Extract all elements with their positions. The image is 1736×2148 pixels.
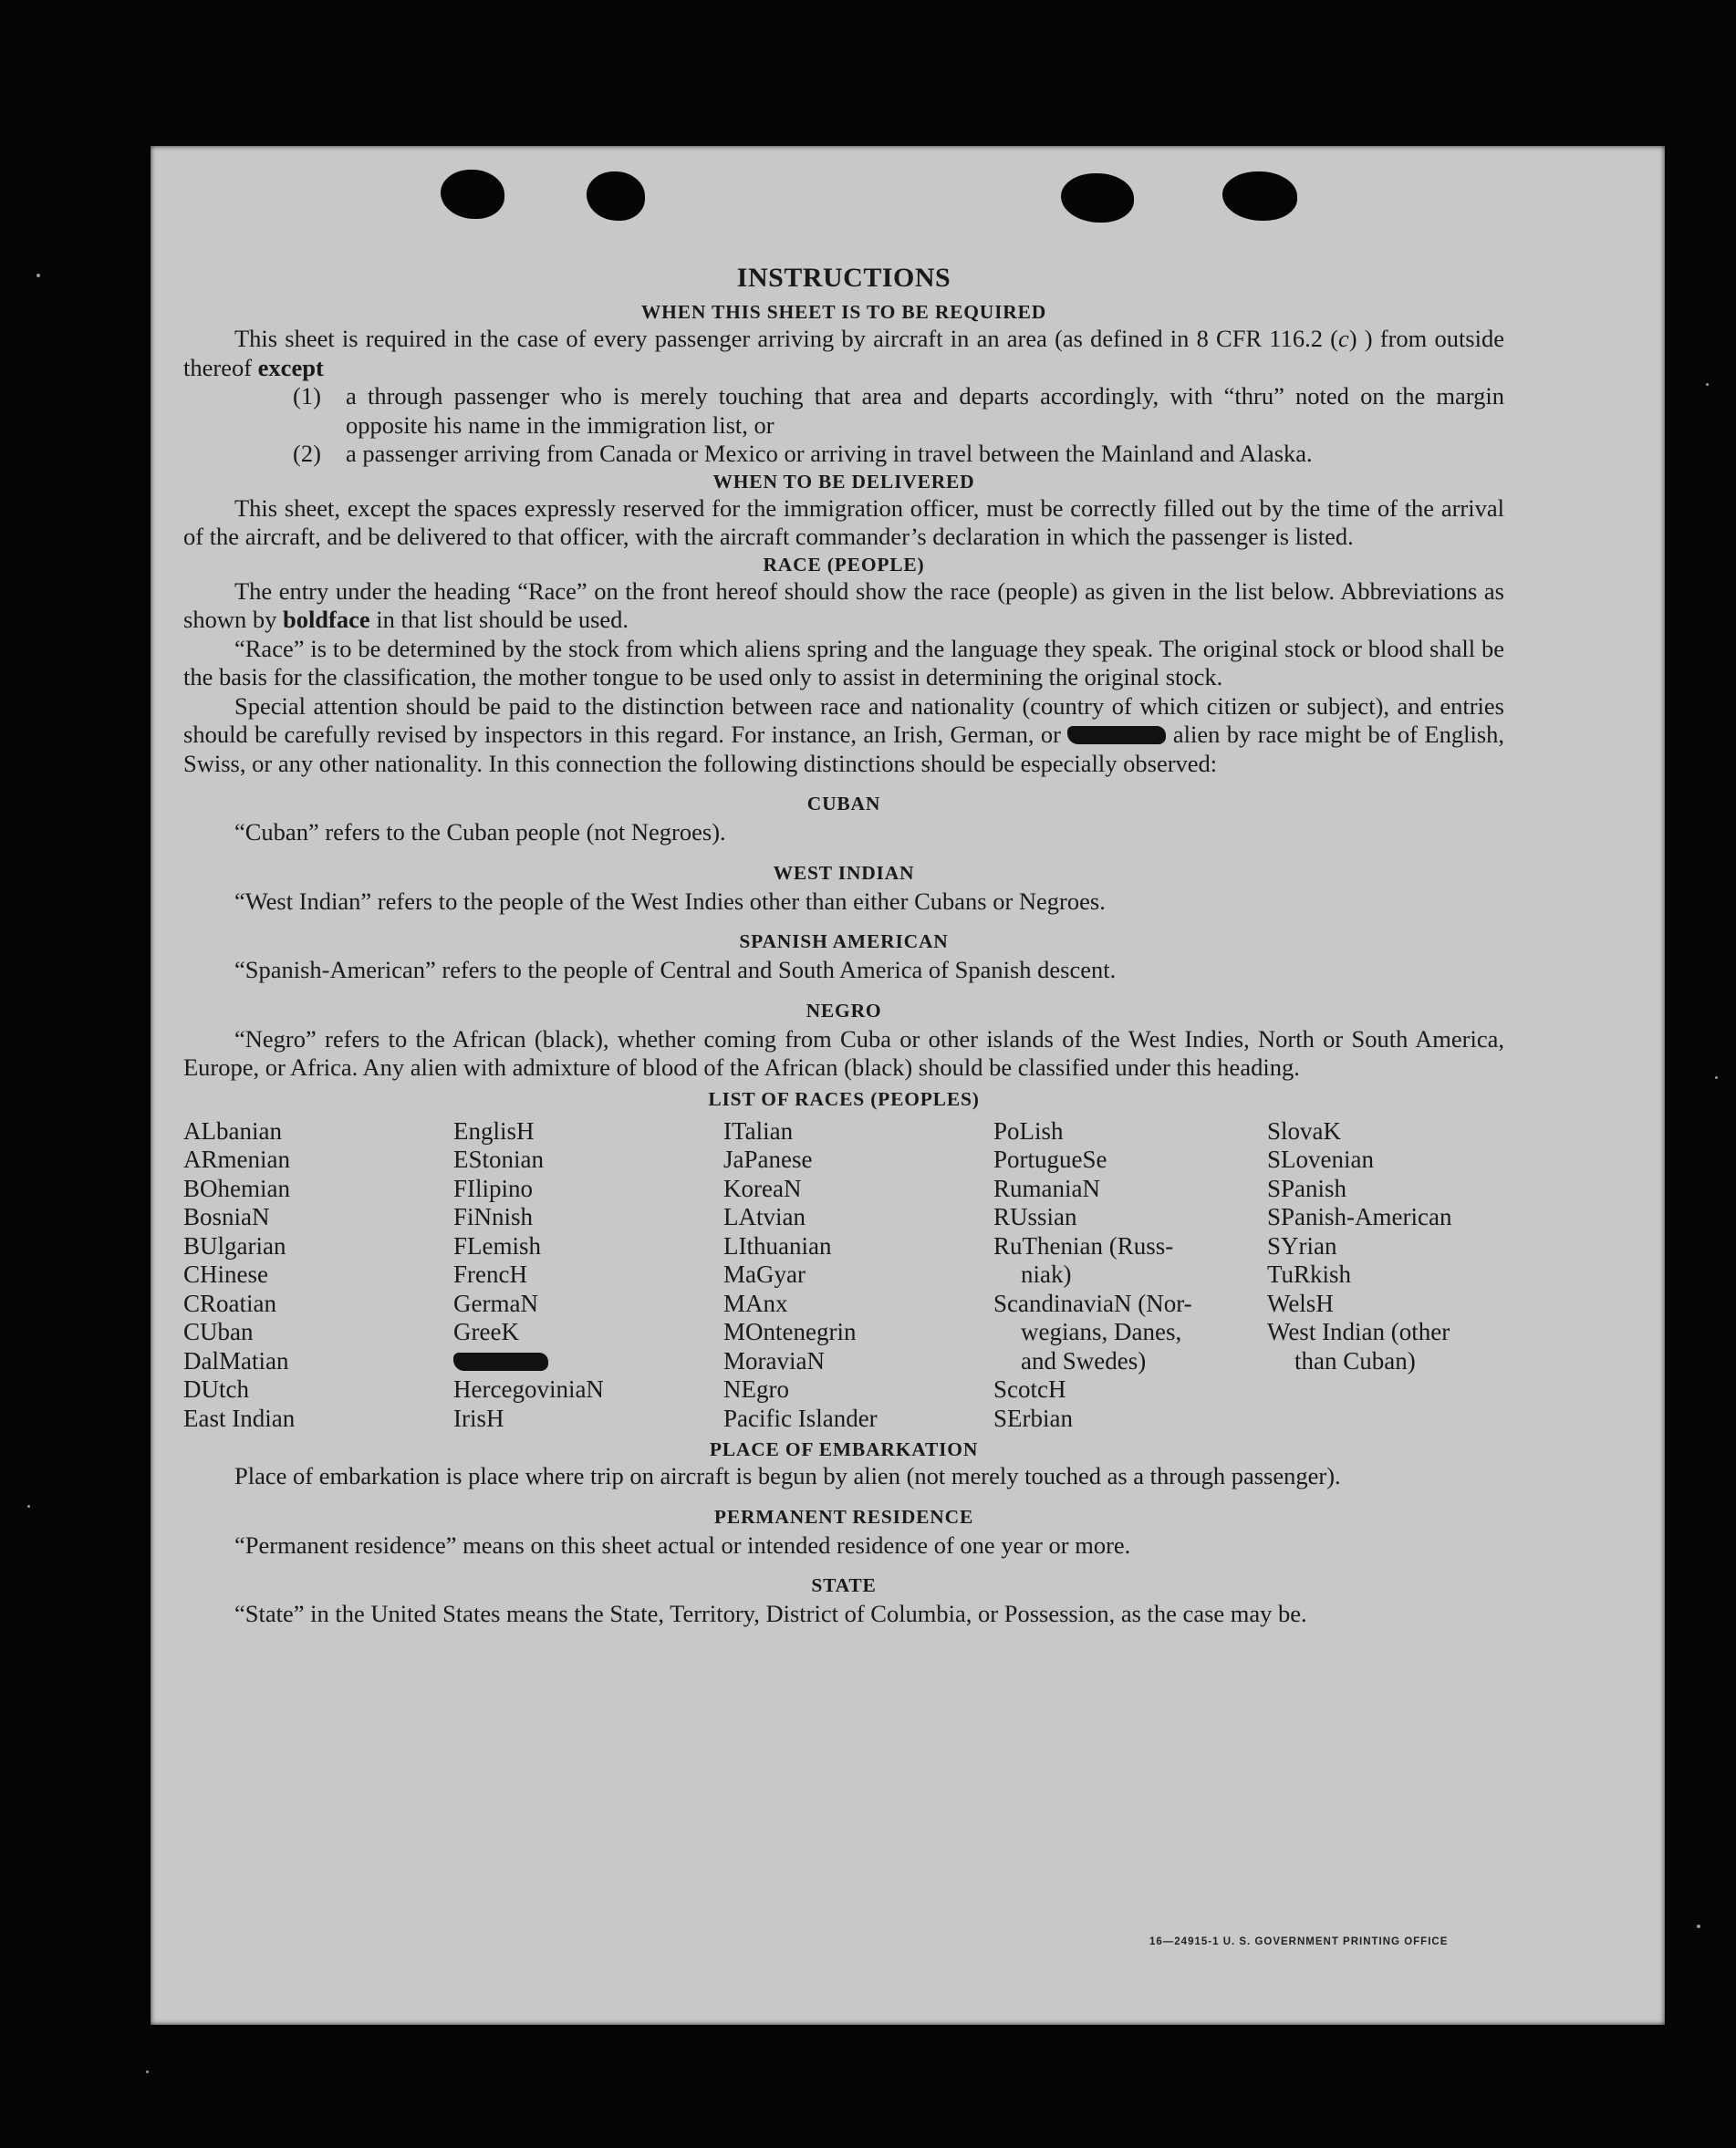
race-entry: BUlgarian (183, 1231, 286, 1260)
race-entry: BOhemian (183, 1174, 290, 1202)
race-entry: niak) (1021, 1261, 1072, 1288)
race-entry: FLemish (453, 1231, 542, 1260)
race-entry: CUban (183, 1318, 254, 1345)
races-column (1267, 1117, 1504, 1434)
race-entry: RumaniaN (993, 1174, 1100, 1202)
race-entry: GreeK (453, 1318, 519, 1345)
race-paragraph: The entry under the heading “Race” on the front hereof should show the race (people) as given in the list below. Abbreviations as shown by boldface in that list should be used. (183, 576, 1504, 633)
race-entry: IrisH (453, 1404, 504, 1432)
race-entry: ScotcH (993, 1375, 1066, 1403)
spanish-american-text: “Spanish-American” refers to the people of Central and South America of Spanish descent. (234, 956, 1117, 983)
race-entry: MoraviaN (723, 1346, 825, 1375)
race-entry: RuThenian (Russ- (993, 1231, 1174, 1260)
document-title: INSTRUCTIONS (736, 263, 951, 293)
race-entry: than Cuban) (1294, 1346, 1416, 1375)
race-entry: FIlipino (453, 1174, 534, 1202)
punch-hole (441, 170, 504, 219)
race-entry: ScandinaviaN (Nor- (993, 1289, 1192, 1317)
race-entry: ARmenian (183, 1146, 290, 1173)
exception-item: (1) a through passenger who is merely touching that area and departs accordingly, with “thru” noted on the margin opposite his name in the immigration list, or (293, 382, 1504, 439)
race-entry: MaGyar (723, 1261, 806, 1288)
race-entry: LIthuanian (723, 1231, 832, 1260)
residence-text: “Permanent residence” means on this sheet actual or intended residence of one year or more. (234, 1531, 1131, 1559)
document-page (151, 146, 1665, 2025)
race-entry: West Indian (other (1267, 1318, 1450, 1345)
west-indian-text: “West Indian” refers to the people of the West Indies other than either Cubans or Negroes. (234, 887, 1106, 915)
negro-text: “Negro” refers to the African (black), whether coming from Cuba or other islands of the West Indies, North or South America, Europe, or Africa. Any alien with admixture of blood of the African (black) should be classified under this heading. (183, 1024, 1504, 1081)
race-entry: CHinese (183, 1261, 268, 1288)
race-entry: PoLish (993, 1116, 1064, 1145)
heading-cuban: CUBAN (806, 793, 881, 815)
race-entry: FrencH (453, 1261, 527, 1288)
race-entry: Pacific Islander (723, 1404, 878, 1432)
race-entry: SlovaK (1267, 1116, 1341, 1145)
redaction-mark (453, 1353, 548, 1371)
race-entry: ALbanian (183, 1116, 282, 1145)
races-column (993, 1117, 1267, 1434)
race-entry: NEgro (723, 1375, 789, 1403)
heading-state: STATE (811, 1574, 877, 1596)
embarkation-text: Place of embarkation is place where trip on aircraft is begun by alien (not merely touched as a through passenger). (234, 1462, 1341, 1489)
races-column (453, 1117, 723, 1434)
races-column (723, 1117, 993, 1434)
race-entry: WelsH (1267, 1289, 1334, 1317)
race-entry: HercegoviniaN (453, 1375, 604, 1403)
heading-permanent-residence: PERMANENT RESIDENCE (713, 1505, 974, 1528)
race-entry: SErbian (993, 1404, 1073, 1432)
heading-when-delivered: WHEN TO BE DELIVERED (712, 470, 975, 493)
races-list (183, 1117, 1504, 1434)
race-entry: MAnx (723, 1289, 788, 1317)
printing-office-code: 16—24915-1 U. S. GOVERNMENT PRINTING OFFICE (1149, 1936, 1449, 1947)
race-entry: TuRkish (1267, 1261, 1352, 1288)
race-entry: FiNnish (453, 1203, 534, 1230)
race-entry: DUtch (183, 1375, 249, 1403)
race-entry: JaPanese (723, 1146, 813, 1173)
heading-embarkation: PLACE OF EMBARKATION (709, 1438, 979, 1460)
race-entry: SYrian (1267, 1231, 1337, 1260)
race-entry: and Swedes) (1021, 1346, 1147, 1375)
race-entry: wegians, Danes, (1021, 1318, 1182, 1345)
race-entry: KoreaN (723, 1174, 802, 1202)
race-entry: EnglisH (453, 1116, 535, 1145)
heading-negro: NEGRO (806, 999, 882, 1022)
race-entry: ITalian (723, 1116, 794, 1145)
race-entry: SPanish (1267, 1174, 1347, 1202)
race-entry: LAtvian (723, 1203, 806, 1230)
punch-hole (587, 171, 645, 221)
delivered-text: This sheet, except the spaces expressly reserved for the immigration officer, must be correctly filled out by the time of the arrival of the aircraft, and be delivered to that officer, with the aircraft commander’s declaration in which the passenger is listed. (183, 493, 1504, 550)
race-entry: SPanish-American (1267, 1203, 1452, 1230)
heading-west-indian: WEST INDIAN (773, 861, 915, 884)
heading-race: RACE (PEOPLE) (763, 553, 925, 576)
race-entry: BosniaN (183, 1203, 270, 1230)
race-paragraph: “Race” is to be determined by the stock from which aliens spring and the language they speak. The original stock or blood shall be the basis for the classification, the mother tongue to be used only to assist in determining the original stock. (183, 634, 1504, 690)
heading-spanish-american: SPANISH AMERICAN (739, 930, 949, 952)
exception-item: (2) a passenger arriving from Canada or Mexico or arriving in travel between the Mainland and Alaska. (293, 440, 1313, 467)
race-entry: CRoatian (183, 1289, 276, 1317)
race-entry: East Indian (183, 1404, 296, 1432)
race-entry-redacted (453, 1347, 723, 1376)
punch-hole (1222, 171, 1297, 221)
race-paragraph: Special attention should be paid to the distinction between race and nationality (country of which citizen or subject), and entries should be carefully revised by inspectors in this regard. For instance, an Irish, German, or alien by race might be of English, Swiss, or any other nationality. In this connection the following distinctions should be especially observed: (183, 691, 1505, 777)
race-entry: SLovenian (1267, 1146, 1374, 1173)
heading-list-of-races: LIST OF RACES (PEOPLES) (708, 1087, 980, 1110)
required-intro: This sheet is required in the case of every passenger arriving by aircraft in an area (as defined in 8 CFR 116.2 (c) ) from outside thereof except (183, 325, 1504, 381)
redaction-mark (1067, 726, 1166, 744)
punch-hole (1061, 173, 1134, 223)
heading-when-required: WHEN THIS SHEET IS TO BE REQUIRED (640, 301, 1047, 323)
race-entry: GermaN (453, 1289, 538, 1317)
race-entry: MOntenegrin (723, 1318, 857, 1345)
instructions-content (183, 263, 1504, 1629)
races-column (183, 1117, 453, 1434)
cuban-text: “Cuban” refers to the Cuban people (not Negroes). (234, 818, 726, 846)
race-entry: DalMatian (183, 1346, 289, 1375)
state-text: “State” in the United States means the State, Territory, District of Columbia, or Possession, as the case may be. (234, 1600, 1307, 1627)
race-entry: PortugueSe (993, 1146, 1107, 1173)
race-entry: RUssian (993, 1203, 1077, 1230)
race-entry: EStonian (453, 1146, 544, 1173)
